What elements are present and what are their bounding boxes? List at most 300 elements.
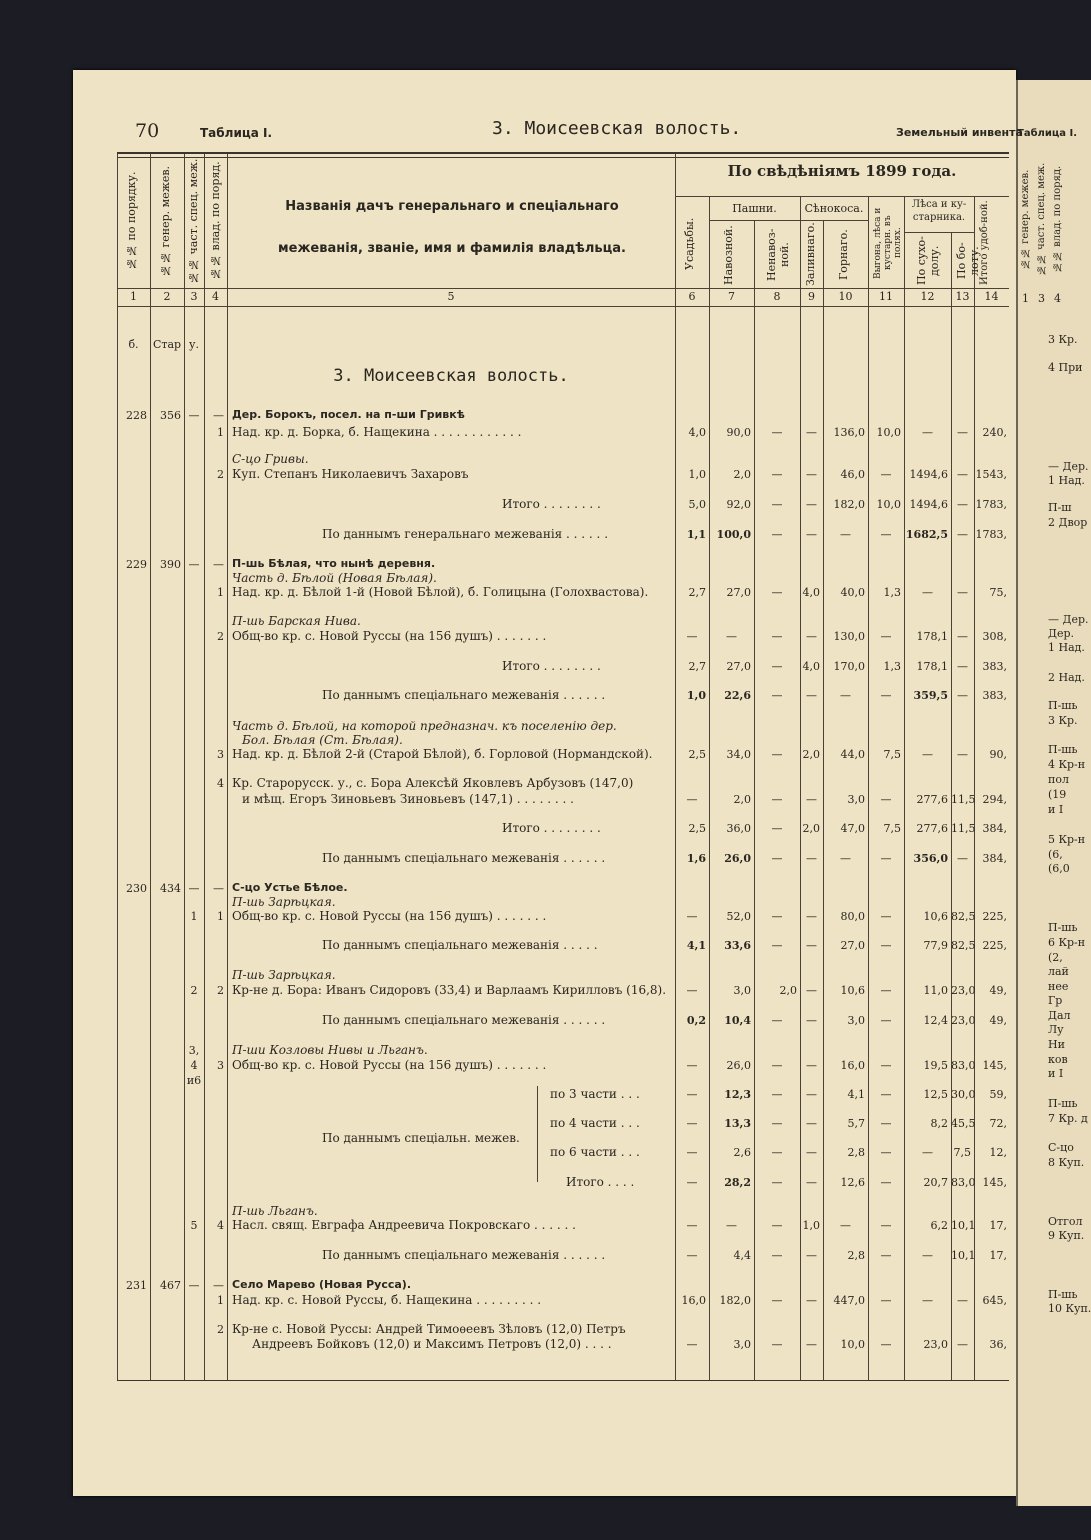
cell-value: 52,0 [726,910,751,923]
owner-number: — [213,882,224,895]
cell-value: 59, [989,1088,1007,1101]
row-label: Итого . . . . [566,1175,635,1189]
cell-value: 12, [989,1146,1007,1159]
cell-value: — [806,1117,817,1130]
col-header-6: Усадьбы. [683,217,696,271]
col-header-13: По бо-лоту. [955,242,981,280]
cell-value: — [771,1294,783,1307]
cell-value: 1682,5 [905,528,948,541]
cell-value: — [806,498,817,511]
cell-value: 277,6 [916,793,948,806]
cell-value: — [880,1249,892,1262]
cell-value: 23,0 [951,984,976,997]
cell-value: 10,4 [724,1014,751,1027]
row-label: Кр. Старорусск. у., с. Бора Алексѣй Яковлевъ Арбузовъ (147,0) [232,776,634,790]
cell-value: — [806,468,817,481]
cell-value: 11,5 [951,822,976,835]
cell-value: — [806,630,817,643]
right-page-line: Отгол [1048,1215,1083,1228]
cell-value: 4,0 [802,586,820,599]
cell-value: — [806,793,817,806]
right-page-line: лай [1048,965,1069,978]
right-page-line: С-цо [1048,1141,1074,1154]
row-label: По даннымъ спеціальнаго межеванія . . . . . . [322,851,606,865]
col-header-5: Названія дачъ генеральнаго и спеціальнаго межеванія, званіе, имя и фамилія владѣльца. [278,199,626,256]
cell-value: — [957,630,968,643]
cell-value: 178,1 [916,660,948,673]
cell-value: — [686,1059,698,1072]
right-page-col-header: №№ част. спец. меж. [1036,162,1047,276]
cell-value: 10,6 [840,984,865,997]
cell-value: 1,0 [802,1219,820,1232]
cell-value: 27,0 [726,660,751,673]
col-header-3: №№ част. спец. меж. [187,158,200,284]
row-label: Итого . . . . . . . . [502,821,601,835]
right-page-table-label: Таблица I. [1017,128,1078,139]
right-page-line: 8 Куп. [1048,1156,1085,1169]
col-number: 10 [838,290,853,303]
cell-value: — [806,426,817,439]
cell-value: — [686,1249,698,1262]
cell-value: 45,5 [951,1117,976,1130]
cell-value: 2,7 [688,660,706,673]
cell-value: 77,9 [923,939,948,952]
row-label: По даннымъ генеральнаго межеванія . . . . . . [322,527,609,541]
cell-value: 75, [989,586,1007,599]
legend-c2: Стар [152,338,182,351]
row-label: по 6 части . . . [550,1145,640,1159]
col-header-2: №№ генер. межев. [159,165,172,277]
cell-value: 645, [982,1294,1007,1307]
cell-value: — [726,630,737,643]
row-label: Куп. Степанъ Николаевичъ Захаровъ [232,467,469,481]
cell-value: — [686,1176,698,1189]
cell-value: 11,5 [951,793,976,806]
col-number: 4 [212,290,219,303]
owner-number: 4 [217,777,224,790]
owner-number: 4 [217,1219,224,1232]
row-label: по 3 части . . . [550,1087,640,1101]
cell-value: — [771,748,783,761]
owner-number: 3 [217,1059,224,1072]
right-page-line: П-ш [1048,501,1072,514]
row-label: По даннымъ спеціальнаго межеванія . . . . . [322,938,598,952]
right-page-line: (19 [1048,788,1067,801]
cell-value: — [771,1014,783,1027]
cell-value: 4,0 [688,426,706,439]
cell-value: 5,7 [847,1117,865,1130]
right-page-col-number: 1 [1022,292,1029,305]
col-number: 7 [728,290,735,303]
cell-value: — [806,1146,817,1159]
cell-value: 82,5 [951,910,976,923]
cell-value: — [880,468,892,481]
cell-value: 49, [989,984,1007,997]
row-label: П-шь Барская Нива. [232,614,361,628]
cell-value: — [957,426,968,439]
row-number: 228 [126,409,147,422]
right-page-line: 4 Кр-н [1048,758,1086,771]
right-page-line: нее [1048,980,1069,993]
cell-value: 356,0 [913,852,948,865]
cell-value: 2,0 [733,793,751,806]
special-survey-number: 2 [190,984,198,997]
cell-value: 10,0 [876,426,901,439]
right-page-line: пол [1048,773,1069,786]
row-number: 231 [126,1279,147,1292]
special-survey-number: 1 [190,910,198,923]
cell-value: 182,0 [719,1294,751,1307]
cell-value: 2,0 [779,984,797,997]
row-label: По даннымъ спеціальнаго межеванія . . . . . . [322,1013,606,1027]
cell-value: — [686,793,698,806]
cell-value: — [840,1219,851,1232]
col-header-8: Ненавоз-ной. [765,228,791,282]
cell-value: 2,0 [802,748,820,761]
cell-value: — [880,689,892,702]
legend-c1: б. [128,338,139,351]
right-page-line: Лу [1048,1023,1064,1036]
col-header-7: Навозной. [722,225,735,285]
cell-value: 26,0 [724,852,751,865]
cell-value: 383, [982,689,1007,702]
cell-value: 2,8 [847,1249,865,1262]
cell-value: 27,0 [840,939,865,952]
cell-value: — [957,748,968,761]
right-page-line: 1 Над. [1048,474,1085,487]
cell-value: — [806,1088,817,1101]
cell-value: 308, [982,630,1007,643]
right-page-line: 2 Над. [1048,671,1085,684]
special-survey-number: — [188,1279,200,1292]
row-label: Общ-во кр. с. Новой Руссы (на 156 душъ) . . . . . . . [232,1058,547,1072]
cell-value: — [806,1059,817,1072]
cell-value: — [771,630,783,643]
cell-value: — [880,630,892,643]
cell-value: 1,0 [686,689,706,702]
col-number: 14 [984,290,999,303]
cell-value: — [726,1219,737,1232]
col-number: 9 [808,290,815,303]
cell-value: 384, [982,822,1007,835]
cell-value: — [880,910,892,923]
cell-value: — [806,1249,817,1262]
row-label: Часть д. Бѣлой (Новая Бѣлая). [232,571,437,585]
cell-value: 26,0 [726,1059,751,1072]
cell-value: 225, [982,939,1007,952]
row-number: 229 [126,558,147,571]
land-inventory-table [117,152,1009,1381]
special-survey-number: — [188,409,200,422]
row-label: Андреевъ Бойковъ (12,0) и Максимъ Петровъ (12,0) . . . . [252,1337,612,1351]
right-page-line: Ни [1048,1038,1065,1051]
cell-value: 359,5 [913,689,948,702]
cell-value: — [771,1219,783,1232]
owner-number: — [213,1279,224,1292]
right-page-line: П-шь [1048,743,1078,756]
cell-value: 1,0 [688,468,706,481]
right-page-line: 1 Над. [1048,641,1085,654]
cell-value: — [957,1338,968,1351]
cell-value: 44,0 [840,748,865,761]
cell-value: 1,3 [883,660,901,673]
col-group-senokos: Сѣнокоса. [804,202,864,215]
cell-value: 20,7 [923,1176,948,1189]
section-title: 3. Моисеевская волость. [333,366,569,386]
cell-value: 2,5 [688,822,706,835]
row-label: Общ-во кр. с. Новой Руссы (на 156 душъ) . . . . . . . [232,629,547,643]
cell-value: 1,1 [686,528,706,541]
right-page-line: П-шь [1048,1097,1078,1110]
cell-value: 82,5 [951,939,976,952]
cell-value: 2,6 [733,1146,751,1159]
cell-value: 3,0 [847,1014,865,1027]
cell-value: 47,0 [840,822,865,835]
cell-value: 277,6 [916,822,948,835]
col-number: 2 [163,290,171,303]
right-page-line: П-шь [1048,921,1078,934]
right-page-line: Гр [1048,994,1063,1007]
cell-value: 49, [989,1014,1007,1027]
row-number: 230 [126,882,147,895]
cell-value: 1783, [975,498,1007,511]
owner-number: 1 [217,1294,224,1307]
cell-value: 12,3 [724,1088,751,1101]
cell-value: — [771,426,783,439]
cell-value: — [806,852,817,865]
row-label: Над. кр. с. Новой Руссы, б. Нащекина . . . . . . . . . [232,1293,542,1307]
owner-number: 1 [217,910,224,923]
cell-value: — [880,1088,892,1101]
right-page-line: 2 Двор [1048,516,1088,529]
cell-value: — [686,1338,698,1351]
right-page-line: 7 Кр. д [1048,1112,1088,1125]
col-group-lesa: Лѣса и ку-старника. [911,199,967,223]
row-label: Село Марево (Новая Русса). [232,1278,411,1291]
row-label: и мѣщ. Егоръ Зиновьевъ Зиновьевъ (147,1) . . . . . . . . [242,792,574,806]
right-page-line: — Дер. [1048,460,1089,473]
cell-value: 10,0 [840,1338,865,1351]
cell-value: 36, [989,1338,1007,1351]
owner-number: 2 [217,468,224,481]
cell-value: — [957,498,968,511]
cell-value: — [771,910,783,923]
owner-number: 2 [217,984,224,997]
row-label: Кр-не д. Бора: Иванъ Сидоровъ (33,4) и Варлаамъ Кирилловъ (16,8). [232,983,667,997]
cell-value: 1494,6 [909,468,948,481]
row-label: П-шь Льганъ. [232,1204,318,1218]
cell-value: — [880,852,892,865]
cell-value: — [880,1338,892,1351]
special-survey-number: и6 [186,1074,202,1087]
cell-value: 83,0 [951,1176,976,1189]
cell-value: — [880,939,892,952]
special-survey-number: — [188,558,200,571]
row-label: Часть д. Бѣлой, на которой предназнач. къ поселенію дер. [232,719,617,733]
cell-value: 1,6 [686,852,706,865]
col-header-14: Итого удоб-ной. [979,200,990,286]
cell-value: — [771,468,783,481]
cell-value: 384, [982,852,1007,865]
cell-value: 7,5 [883,822,901,835]
cell-value: — [771,528,783,541]
cell-value: — [880,1117,892,1130]
cell-value: 10,1 [951,1219,976,1232]
right-page-line: 9 Куп. [1048,1229,1085,1242]
cell-value: — [686,984,698,997]
cell-value: 2,7 [688,586,706,599]
col-header-group: По свѣдѣніямъ 1899 года. [727,162,957,180]
cell-value: 136,0 [833,426,865,439]
cell-value: 30,0 [951,1088,976,1101]
cell-value: 19,5 [923,1059,948,1072]
owner-number: — [213,558,224,571]
cell-value: — [806,1014,817,1027]
right-page-line: 3 Кр. [1048,333,1078,346]
page-number: 70 [135,120,160,142]
cell-value: — [840,528,851,541]
row-label: Итого . . . . . . . . [502,497,601,511]
cell-value: — [957,586,968,599]
cell-value: 40,0 [840,586,865,599]
right-page-line: 5 Кр-н [1048,833,1086,846]
col-number: 5 [447,290,455,303]
cell-value: — [957,660,968,673]
cell-value: 0,2 [686,1014,706,1027]
cell-value: 1,3 [883,586,901,599]
cell-value: — [806,984,817,997]
cell-value: — [771,852,783,865]
row-label: Бол. Бѣлая (Ст. Бѣлая). [242,733,403,747]
cell-value: 4,1 [686,939,706,952]
cell-value: 80,0 [840,910,865,923]
owner-number: 2 [217,630,224,643]
cell-value: — [806,528,817,541]
table-label: Таблица I. [200,126,273,140]
cell-value: — [806,689,817,702]
cell-value: 16,0 [681,1294,706,1307]
col-group-pashni: Пашни. [732,202,777,215]
cell-value: 36,0 [726,822,751,835]
cell-value: 33,6 [724,939,751,952]
owner-number: 1 [217,586,224,599]
cell-value: 34,0 [726,748,751,761]
cell-value: 2,0 [802,822,820,835]
cell-value: — [771,1117,783,1130]
cell-value: 7,5 [953,1146,971,1159]
cell-value: — [957,468,968,481]
cell-value: 100,0 [716,528,751,541]
cell-value: — [771,586,783,599]
row-label: С-цо Устье Бѣлое. [232,881,348,894]
cell-value: — [957,689,968,702]
row-label: П-шь Зарѣцкая. [232,895,336,909]
cell-value: 10,0 [876,498,901,511]
cell-value: — [686,1146,698,1159]
cell-value: 1494,6 [909,498,948,511]
cell-value: 3,0 [847,793,865,806]
cell-value: 12,6 [840,1176,865,1189]
cell-value: 4,0 [802,660,820,673]
cell-value: — [880,1219,892,1232]
cell-value: 4,1 [847,1088,865,1101]
right-page-line: П-шь [1048,699,1078,712]
cell-value: — [686,910,698,923]
cell-value: — [922,586,933,599]
cell-value: — [771,1249,783,1262]
owner-number: 3 [217,748,224,761]
right-page-line: (2, [1048,951,1063,964]
row-label: Итого . . . . . . . . [502,659,601,673]
cell-value: 10,1 [951,1249,976,1262]
cell-value: 16,0 [840,1059,865,1072]
cell-value: — [880,1059,892,1072]
cell-value: 92,0 [726,498,751,511]
cell-value: 3,0 [733,1338,751,1351]
right-page-line: Дер. [1048,627,1074,640]
row-label: П-шь Зарѣцкая. [232,968,336,982]
cell-value: 2,5 [688,748,706,761]
cell-value: — [686,630,698,643]
cell-value: — [840,689,851,702]
cell-value: 145, [982,1059,1007,1072]
col-number: 11 [879,290,893,303]
right-page-line: 6 Кр-н [1048,936,1086,949]
row-label: По даннымъ спеціальн. межев. [322,1131,520,1145]
special-survey-number: 3, [188,1044,200,1057]
col-header-11: Выгона, лѣса и кустарн. въ полях. [873,207,903,279]
cell-value: — [806,1338,817,1351]
cell-value: 1543, [975,468,1007,481]
cell-value: — [771,1088,783,1101]
cell-value: 294, [982,793,1007,806]
col-number: 1 [130,290,137,303]
cell-value: 383, [982,660,1007,673]
col-number: 8 [773,290,781,303]
cell-value: 23,0 [923,1338,948,1351]
cell-value: 1783, [975,528,1007,541]
cell-value: — [880,528,892,541]
cell-value: — [922,1146,933,1159]
cell-value: 11,0 [923,984,948,997]
cell-value: — [880,1146,892,1159]
row-label: По даннымъ спеціальнаго межеванія . . . . . . [322,1248,606,1262]
col-header-10: Горнаго. [837,229,850,281]
cell-value: — [771,822,783,835]
general-survey-number: 390 [160,558,181,571]
right-page-line: — Дер. [1048,613,1089,626]
cell-value: — [806,1176,817,1189]
cell-value: 12,5 [923,1088,948,1101]
cell-value: 28,2 [724,1176,751,1189]
cell-value: — [806,910,817,923]
right-page-line: (6, [1048,848,1063,861]
right-page-line: ков [1048,1053,1068,1066]
cell-value: — [771,793,783,806]
cell-value: 90,0 [726,426,751,439]
row-label: П-ши Козловы Нивы и Льганъ. [232,1043,428,1057]
row-label: Общ-во кр. с. Новой Руссы (на 156 душъ) . . . . . . . [232,909,547,923]
cell-value: 2,0 [733,468,751,481]
cell-value: 13,3 [724,1117,751,1130]
right-page-line: 4 При [1048,361,1083,374]
right-page-line: и I [1048,1067,1064,1080]
general-survey-number: 467 [160,1279,181,1292]
row-label: Насл. свящ. Евграфа Андреевича Покровскаго . . . . . . [232,1218,576,1232]
cell-value: 7,5 [883,748,901,761]
cell-value: — [880,793,892,806]
general-survey-number: 434 [160,882,181,895]
